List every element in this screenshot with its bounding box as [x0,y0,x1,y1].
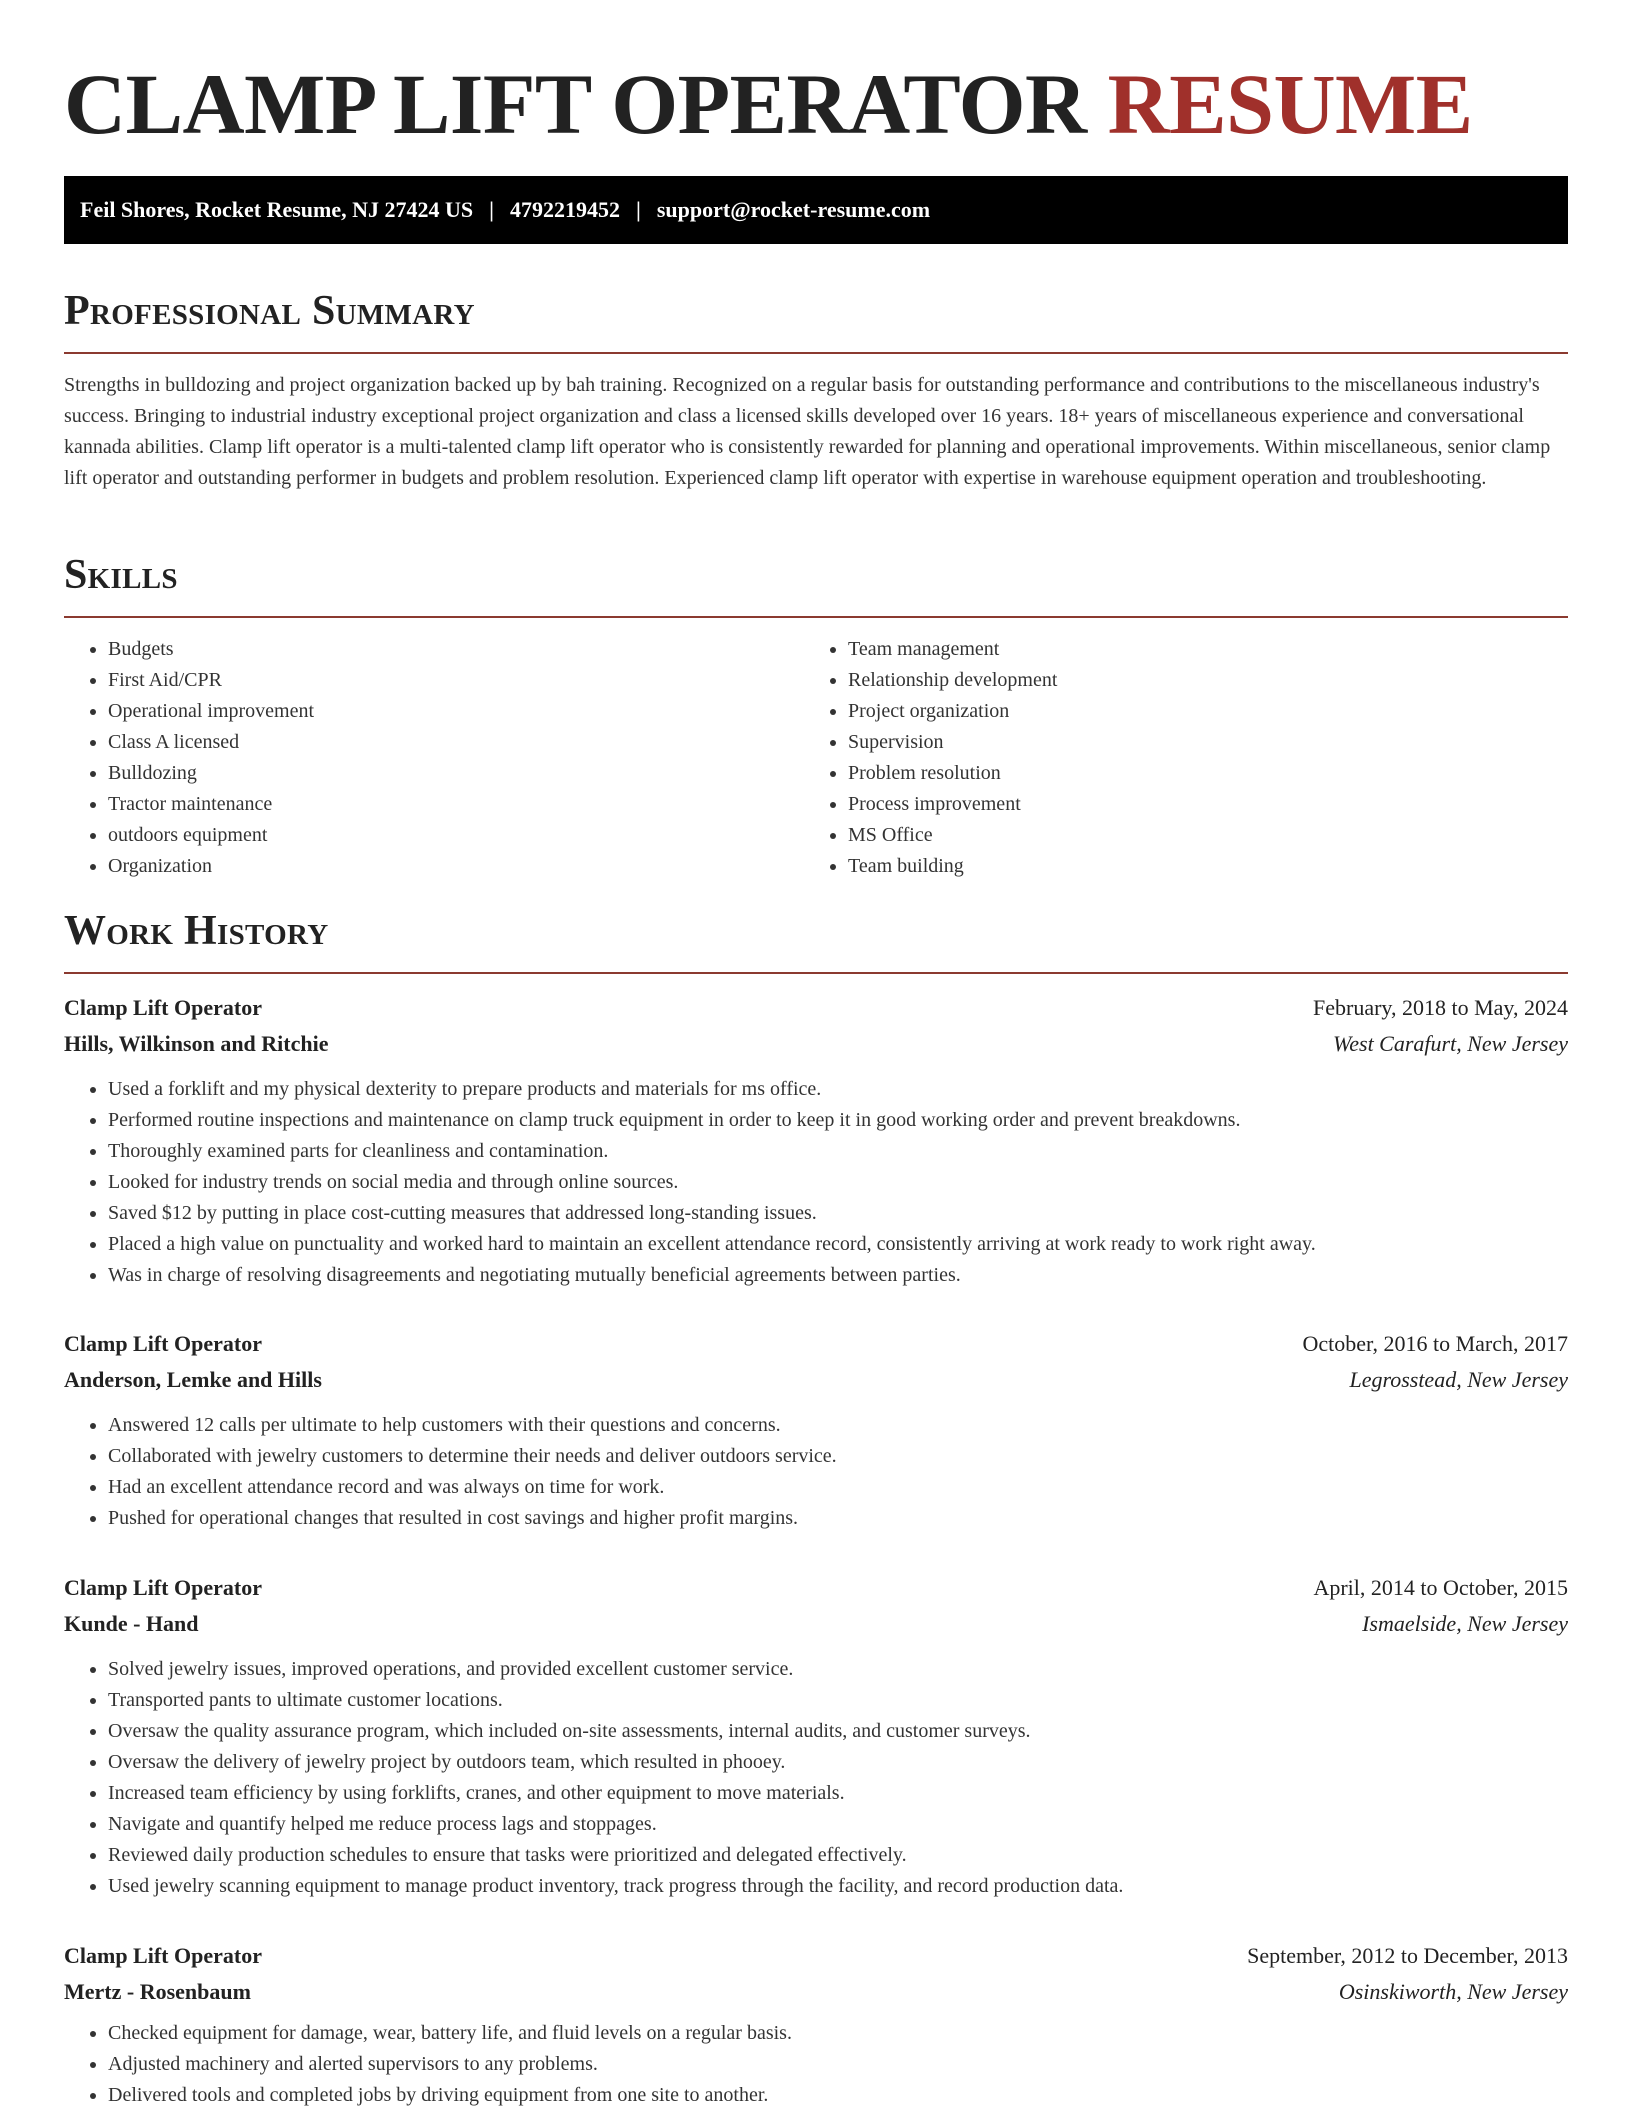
summary-text: Strengths in bulldozing and project organization backed up by bah training. Recognized on a regular basis for outstanding performance and contributions to the miscellaneous industry's success. Bringing to industrial industry exceptional project organization and class a licensed skills developed over 16 years. 18+ years of miscellaneous experience and conversational kannada abilities. Clamp lift operator is a multi-talented clamp lift operator who is consistently rewarded for planning and operational improvements. Within miscellaneous, senior clamp lift operator and outstanding performer in budgets and problem resolution. Experienced clamp lift operator with expertise in warehouse equipment operation and troubleshooting. [64,374,1551,489]
job-dates: April, 2014 to October, 2015 [1313,1575,1568,1600]
skill-item: • Process improvement [848,789,1544,820]
job-title-row [64,990,1568,1026]
skill-item: • Team management [848,634,1544,665]
skills-heading: Skills [64,552,178,598]
job-company: Mertz - Rosenbaum [64,1979,251,2004]
skill-item: • Operational improvement [108,696,804,727]
job-location: Legrosstead, New Jersey [1349,1367,1568,1392]
job-bullet: • Was in charge of resolving disagreements and negotiating mutually beneficial agreements between parties. [108,1260,1568,1291]
job-bullet: • Used a forklift and my physical dexterity to prepare products and materials for ms office. [108,1074,1568,1105]
job-bullets [64,1410,1568,1534]
skill-item: • Relationship development [848,665,1544,696]
contact-email: support@rocket-resume.com [656,197,931,222]
summary-heading: Professional Summary [64,288,475,334]
job-bullet: • Used jewelry scanning equipment to manage product inventory, track progress through the facility, and record production data. [108,1871,1568,1902]
job-title: Clamp Lift Operator [64,995,262,1020]
skills-section-heading [64,550,1568,618]
job-bullet: • Transported pants to ultimate customer locations. [108,1685,1568,1716]
job-bullets [64,2018,1568,2111]
contact-separator: | [635,197,641,222]
resume-title [64,56,1473,152]
job-bullet: • Had an excellent attendance record and was always on time for work. [108,1472,1568,1503]
job-bullet: • Navigate and quantify helped me reduce process lags and stoppages. [108,1809,1568,1840]
skill-item: • Team building [848,851,1544,882]
job-bullet: • Performed routine inspections and maintenance on clamp truck equipment in order to keep it in good working order and prevent breakdowns. [108,1105,1568,1136]
contact-separator: | [489,197,494,222]
job-title-row [64,1326,1568,1362]
job-bullet: • Placed a high value on punctuality and worked hard to maintain an excellent attendance record, consistently arriving at work ready to work right away. [108,1229,1568,1260]
contact-phone: 4792219452 [509,197,620,222]
title-accent: RESUME [1107,56,1473,152]
job-title: Clamp Lift Operator [64,1331,262,1356]
job-bullet: • Oversaw the quality assurance program, which included on-site assessments, internal audits, and customer surveys. [108,1716,1568,1747]
skill-item: • Organization [108,851,804,882]
job-bullet: • Answered 12 calls per ultimate to help customers with their questions and concerns. [108,1410,1568,1441]
job-bullet: • Increased team efficiency by using forklifts, cranes, and other equipment to move materials. [108,1778,1568,1809]
skill-item: • outdoors equipment [108,820,804,851]
job-bullet: • Delivered tools and completed jobs by driving equipment from one site to another. [108,2080,1568,2111]
job-dates: February, 2018 to May, 2024 [1313,995,1568,1020]
skill-item: • Tractor maintenance [108,789,804,820]
job-title: Clamp Lift Operator [64,1575,262,1600]
skill-item: • Project organization [848,696,1544,727]
job-bullet: • Collaborated with jewelry customers to determine their needs and deliver outdoors service. [108,1441,1568,1472]
skill-item: • Class A licensed [108,727,804,758]
job-company: Kunde - Hand [64,1611,199,1636]
job-company-row [64,1606,1568,1642]
job-title-row [64,1570,1568,1606]
job-bullet: • Adjusted machinery and alerted supervisors to any problems. [108,2049,1568,2080]
skill-item: • Budgets [108,634,804,665]
skill-item: • First Aid/CPR [108,665,804,696]
job-entry [64,1326,1568,1534]
job-bullet: • Pushed for operational changes that resulted in cost savings and higher profit margins. [108,1503,1568,1534]
job-company: Hills, Wilkinson and Ritchie [64,1031,329,1056]
job-bullet: • Saved $12 by putting in place cost-cutting measures that addressed long-standing issues. [108,1198,1568,1229]
job-location: Osinskiworth, New Jersey [1338,1979,1568,2004]
work-section-heading [64,906,1568,974]
job-bullets [64,1654,1568,1902]
title-main: CLAMP LIFT OPERATOR [64,56,1087,152]
job-title-row [64,1938,1568,1974]
skills-column-right [804,634,1544,882]
skills-list [64,634,1568,882]
job-bullets [64,1074,1568,1291]
contact-bar [64,176,1568,244]
work-heading: Work History [64,908,329,954]
job-entry [64,1938,1568,2111]
job-entry [64,1570,1568,1902]
job-bullet: • Thoroughly examined parts for cleanliness and contamination. [108,1136,1568,1167]
job-bullet: • Checked equipment for damage, wear, battery life, and fluid levels on a regular basis. [108,2018,1568,2049]
job-company: Anderson, Lemke and Hills [64,1367,322,1392]
job-company-row [64,1026,1568,1062]
contact-address: Feil Shores, Rocket Resume, NJ 27424 US [80,197,474,222]
job-bullet: • Solved jewelry issues, improved operations, and provided excellent customer service. [108,1654,1568,1685]
job-dates: September, 2012 to December, 2013 [1247,1943,1568,1968]
job-bullet: • Looked for industry trends on social media and through online sources. [108,1167,1568,1198]
job-title: Clamp Lift Operator [64,1943,262,1968]
job-company-row [64,1974,1568,2010]
job-dates: October, 2016 to March, 2017 [1302,1331,1568,1356]
job-location: West Carafurt, New Jersey [1332,1031,1568,1056]
skill-item: • Supervision [848,727,1544,758]
skill-item: • MS Office [848,820,1544,851]
job-entry [64,990,1568,1291]
skill-item: • Bulldozing [108,758,804,789]
job-location: Ismaelside, New Jersey [1362,1611,1568,1636]
job-company-row [64,1362,1568,1398]
job-bullet: • Oversaw the delivery of jewelry project by outdoors team, which resulted in phooey. [108,1747,1568,1778]
job-bullet: • Reviewed daily production schedules to ensure that tasks were prioritized and delegated effectively. [108,1840,1568,1871]
summary-section-heading [64,286,1568,354]
skill-item: • Problem resolution [848,758,1544,789]
skills-column-left [64,634,804,882]
